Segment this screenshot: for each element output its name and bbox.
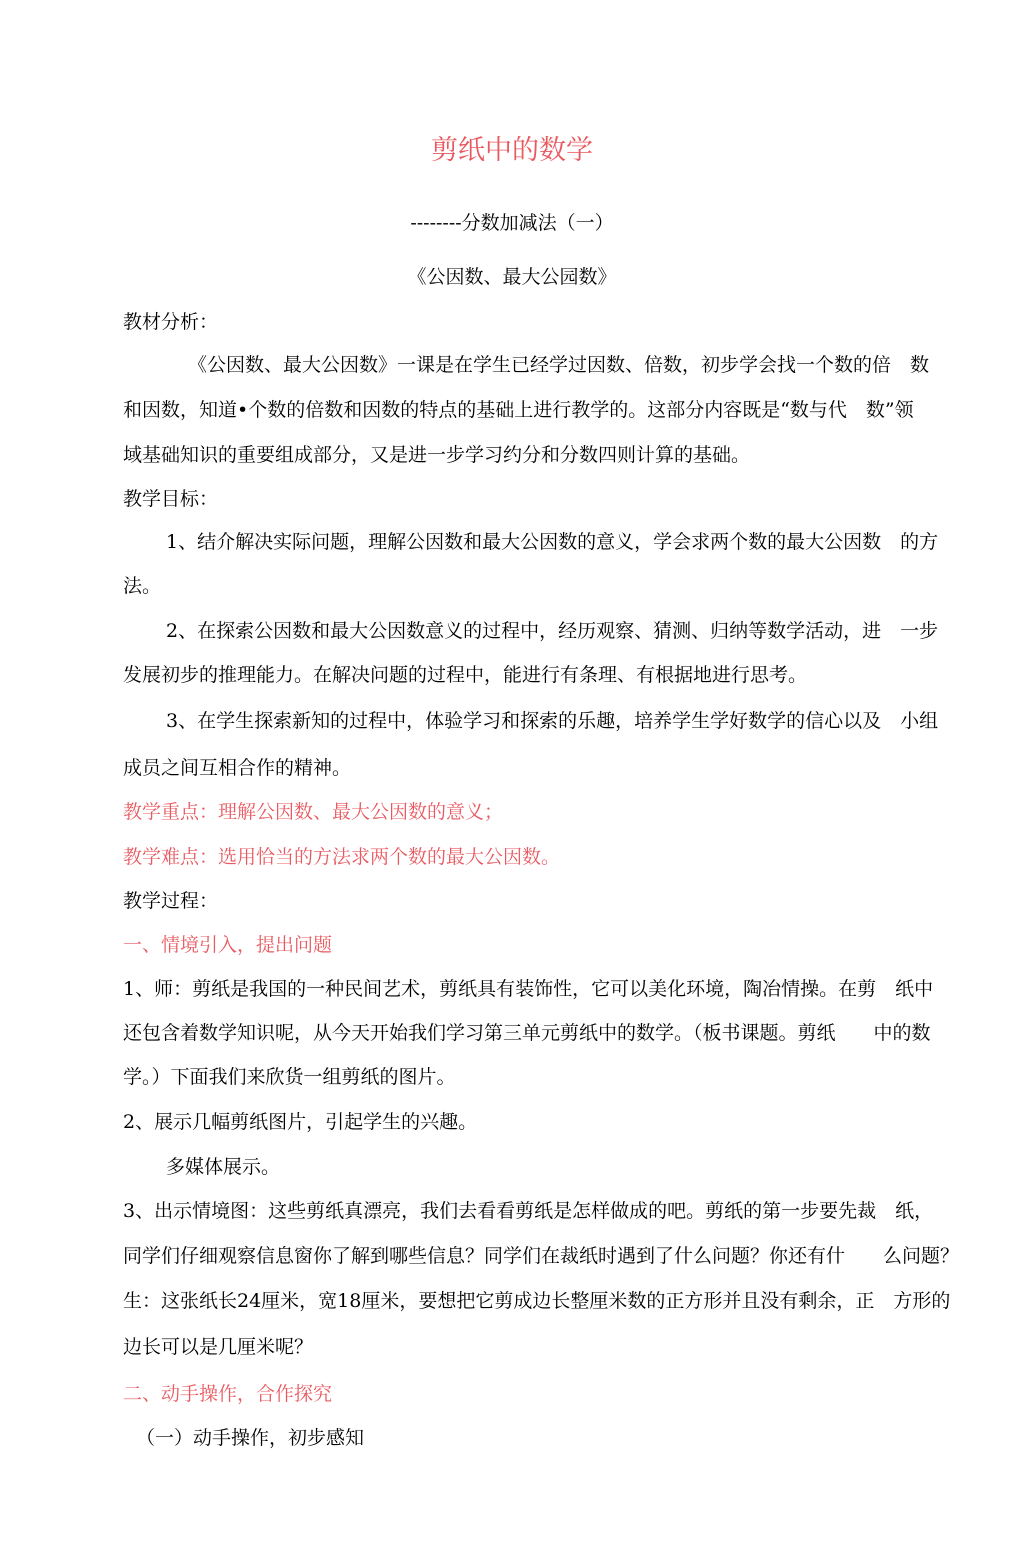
goals-heading: 教学目标： — [123, 488, 219, 510]
paragraph-line: 2、展示几幅剪纸图片，引起学生的兴趣。 — [123, 1111, 478, 1133]
paragraph-line: 成员之间互相合作的精神。 — [123, 757, 352, 779]
paragraph-line: 《公因数、最大公因数》一课是在学生已经学过因数、倍数，初步学会找一个数的倍 数 — [188, 354, 930, 376]
paragraph-line: 生：这张纸长24厘米，宽18厘米，要想把它剪成边长整厘米数的正方形并且没有剩余，正 方形的 — [123, 1290, 951, 1312]
subsection-heading: （一）动手操作，初步感知 — [136, 1427, 365, 1449]
section-heading: 二、动手操作，合作探究 — [123, 1383, 333, 1405]
paragraph-line: 3、在学生探索新知的过程中，体验学习和探索的乐趣，培养学生学好数学的信心以及 小组 — [166, 710, 939, 732]
key-point: 教学重点：理解公因数、最大公因数的意义； — [123, 801, 504, 823]
doc-subtitle: --------分数加减法（一） — [410, 212, 614, 234]
paragraph-line: 边长可以是几厘米呢？ — [123, 1336, 314, 1358]
paragraph-line: 还包含着数学知识呢，从今天开始我们学习第三单元剪纸中的数学。（板书课题。剪纸 中的数 — [123, 1022, 931, 1044]
material-heading: 教材分析： — [123, 311, 219, 333]
lesson-title: 《公因数、最大公园数》 — [407, 266, 617, 288]
difficulty-point: 教学难点：选用恰当的方法求两个数的最大公因数。 — [123, 846, 561, 868]
paragraph-line: 同学们仔细观察信息窗你了解到哪些信息？同学们在裁纸时遇到了什么问题？你还有什 么问题？ — [123, 1245, 960, 1267]
paragraph-line: 多媒体展示。 — [166, 1156, 281, 1178]
paragraph-line: 1、结介解决实际问题，理解公因数和最大公因数的意义，学会求两个数的最大公因数 的方 — [166, 531, 939, 553]
paragraph-line: 域基础知识的重要组成部分，又是进一步学习约分和分数四则计算的基础。 — [123, 444, 751, 466]
paragraph-line: 3、出示情境图：这些剪纸真漂亮，我们去看看剪纸是怎样做成的吧。剪纸的第一步要先裁 纸， — [123, 1200, 934, 1222]
doc-title: 剪纸中的数学 — [431, 135, 593, 166]
paragraph-line: 法。 — [123, 575, 162, 597]
paragraph-line: 学。）下面我们来欣货一组剪纸的图片。 — [123, 1066, 456, 1088]
paragraph-line: 发展初步的推理能力。在解决问题的过程中，能进行有条理、有根据地进行思考。 — [123, 664, 808, 686]
section-heading: 一、情境引入，提出问题 — [123, 934, 333, 956]
process-heading: 教学过程： — [123, 890, 219, 912]
paragraph-line: 2、在探索公因数和最大公因数意义的过程中，经历观察、猜测、归纳等数学活动，进 一步 — [166, 620, 939, 642]
paragraph-line: 和因数，知道•个数的倍数和因数的特点的基础上进行教学的。这部分内容既是“数与代 数”领 — [123, 399, 914, 421]
paragraph-line: 1、师：剪纸是我国的一种民间艺术，剪纸具有装饰性，它可以美化环境，陶冶情操。在剪 纸中 — [123, 978, 934, 1000]
